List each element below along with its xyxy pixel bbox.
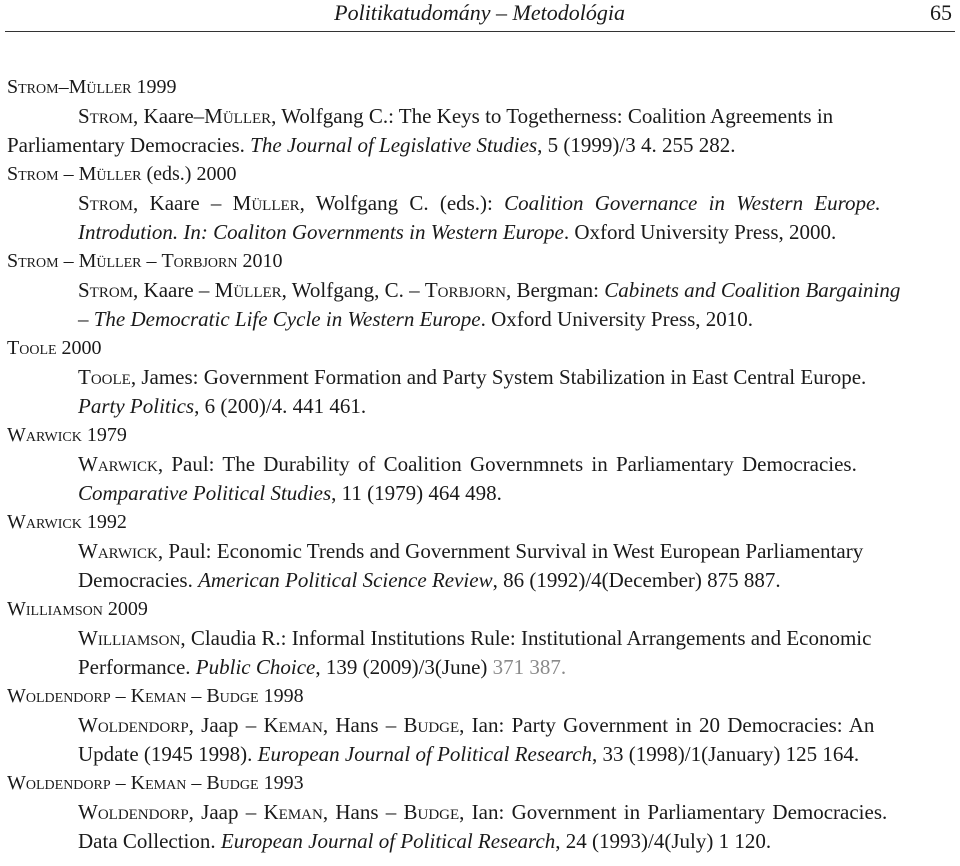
reference-key: Warwick 1979 bbox=[7, 424, 127, 446]
reference-key: Toole 2000 bbox=[7, 337, 102, 359]
reference-entry bbox=[7, 334, 955, 421]
reference-key: Strom – Müller – Torbjorn 2010 bbox=[7, 250, 283, 272]
reference-key: Woldendorp – Keman – Budge 1998 bbox=[7, 685, 304, 707]
reference-body: Strom, Kaare – Müller, Wolfgang, C. – Torbjorn, Bergman: Cabinets and Coalition Bargaining – The Democratic Life Cycle in Western Europe. Oxford University Press, 2010. bbox=[78, 278, 901, 331]
reference-body: Strom, Kaare – Müller, Wolfgang C. (eds.): Coalition Governance in Western Europe. Introdution. In: Coaliton Governments in Western Europe. Oxford University Press, 2000. bbox=[78, 191, 881, 244]
page-number: 65 bbox=[930, 0, 952, 25]
journal-title: European Journal of Political Research bbox=[257, 742, 593, 766]
reference-key: Strom–Müller 1999 bbox=[7, 76, 177, 98]
reference-body: Woldendorp, Jaap – Keman, Hans – Budge, Ian: Party Government in 20 Democracies: An Update (1945 1998). European Journal of Political Research, 33 (1998)/1(January) 125 164. bbox=[78, 713, 875, 766]
journal-title: American Political Science Review bbox=[198, 568, 493, 592]
reference-entry bbox=[7, 421, 955, 508]
reference-entry bbox=[7, 508, 955, 595]
reference-entry bbox=[7, 769, 955, 856]
journal-title: European Journal of Political Research bbox=[220, 829, 556, 853]
reference-entry bbox=[7, 160, 955, 247]
reference-body: Williamson, Claudia R.: Informal Institutions Rule: Institutional Arrangements and Economic Performance. Public Choice, 139 (2009)/3(June) 371 387. bbox=[78, 626, 872, 679]
journal-title: Party Politics bbox=[78, 394, 195, 418]
reference-entry bbox=[7, 682, 955, 769]
reference-body: Warwick, Paul: Economic Trends and Government Survival in West European Parliamentary Democracies. American Political Science Review, 86 (1992)/4(December) 875 887. bbox=[78, 539, 864, 592]
book-title: Cabinets and Coalition Bargaining bbox=[604, 278, 901, 302]
journal-title: Comparative Political Studies bbox=[78, 481, 332, 505]
book-title: Coalition Governance in Western Europe. bbox=[504, 191, 881, 215]
reference-entry bbox=[7, 247, 955, 334]
reference-key: Williamson 2009 bbox=[7, 598, 148, 620]
journal-title: The Journal of Legislative Studies bbox=[250, 133, 538, 157]
reference-body: Strom, Kaare–Müller, Wolfgang C.: The Keys to Togetherness: Coalition Agreements in bbox=[78, 104, 834, 128]
reference-entry bbox=[7, 595, 955, 682]
reference-body: Woldendorp, Jaap – Keman, Hans – Budge, Ian: Government in Parliamentary Democracies. Data Collection. European Journal of Political Research, 24 (1993)/4(July) 1 120. bbox=[78, 800, 888, 853]
reference-key: Warwick 1992 bbox=[7, 511, 127, 533]
page-range: 371 387. bbox=[492, 655, 567, 679]
reference-body: Warwick, Paul: The Durability of Coalition Governmnets in Parliamentary Democracies. Comparative Political Studies, 11 (1979) 464 498. bbox=[78, 452, 857, 505]
running-title: Politikatudomány – Metodológia bbox=[334, 0, 625, 25]
reference-list bbox=[7, 73, 955, 856]
reference-key: Strom – Müller (eds.) 2000 bbox=[7, 163, 237, 185]
reference-key: Woldendorp – Keman – Budge 1993 bbox=[7, 772, 304, 794]
running-head bbox=[0, 0, 960, 30]
reference-body-continued: Parliamentary Democracies. The Journal of Legislative Studies, 5 (1999)/3 4. 255 282. bbox=[7, 133, 736, 157]
journal-title: Public Choice bbox=[195, 655, 316, 679]
reference-entry bbox=[7, 73, 955, 160]
header-rule bbox=[5, 31, 955, 32]
reference-body: Toole, James: Government Formation and Party System Stabilization in East Central Europe. Party Politics, 6 (200)/4. 441 461. bbox=[78, 365, 867, 418]
